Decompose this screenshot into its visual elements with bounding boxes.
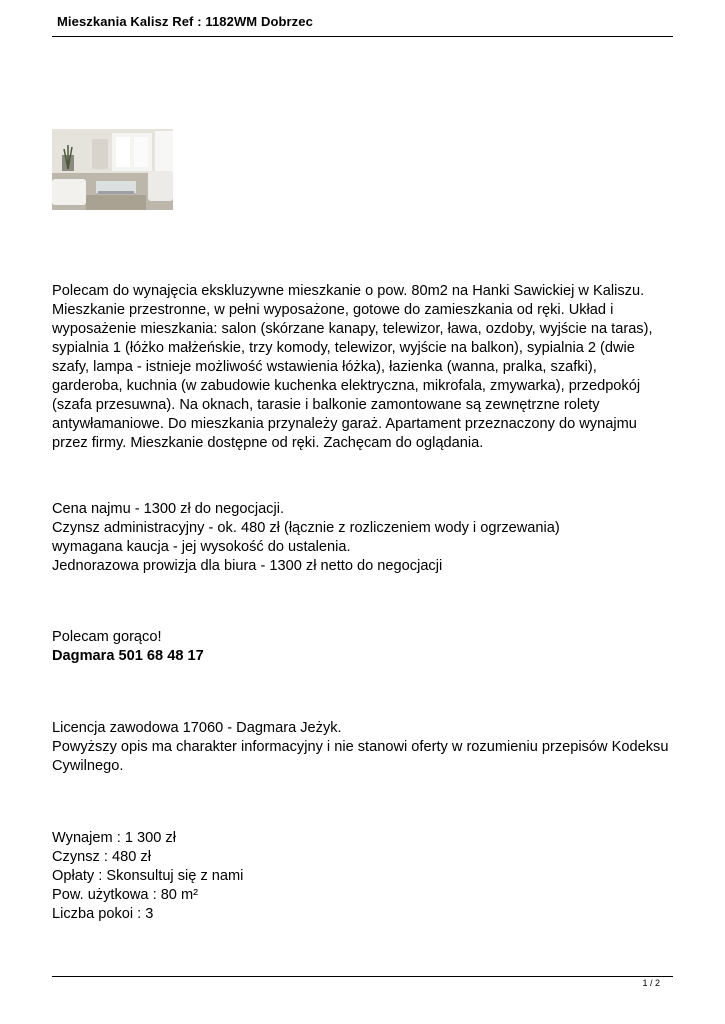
summary-list <box>52 829 672 924</box>
contact-greeting: Polecam gorąco! <box>52 629 162 645</box>
summary-rent: Wynajem : 1 300 zł <box>52 830 176 846</box>
description-line: garderoba, kuchnia (w zabudowie kuchenka elektryczna, mikrofala, zmywarka), przedpokój <box>52 378 641 394</box>
pricing-line: Czynsz administracyjny - ok. 480 zł (łącznie z rozliczeniem wody i ogrzewania) <box>52 520 560 536</box>
contact-paragraph <box>52 628 672 666</box>
description-line: antywłamaniowe. Do mieszkania przynależy garaż. Apartament przeznaczony do wynajmu <box>52 416 637 432</box>
summary-area: Pow. użytkowa : 80 m² <box>52 887 198 903</box>
description-line: przez firmy. Mieszkanie dostępne od ręki. Zachęcam do oglądania. <box>52 435 484 451</box>
pricing-paragraph <box>52 500 672 576</box>
description-line: szafy, lampa - istnieje możliwość wstawienia łóżka), łazienka (wanna, pralka, szafki), <box>52 359 597 375</box>
license-line: Licencja zawodowa 17060 - Dagmara Jeżyk. <box>52 720 342 736</box>
description-line: Mieszkanie przestronne, w pełni wyposażone, gotowe do zamieszkania od ręki. Układ i <box>52 302 614 318</box>
footer-divider <box>52 976 673 977</box>
document-title: Mieszkania Kalisz Ref : 1182WM Dobrzec <box>57 14 313 29</box>
description-line: wyposażenie mieszkania: salon (skórzane kanapy, telewizor, ława, ozdoby, wyjście na taras), <box>52 321 653 337</box>
apartment-photo <box>52 129 173 210</box>
header-divider <box>52 36 673 37</box>
page-number: 1 / 2 <box>642 978 660 988</box>
description-paragraph <box>52 282 672 453</box>
license-paragraph <box>52 719 672 776</box>
agent-phone: Dagmara 501 68 48 17 <box>52 648 204 664</box>
summary-fee: Czynsz : 480 zł <box>52 849 151 865</box>
pricing-line: Jednorazowa prowizja dla biura - 1300 zł netto do negocjacji <box>52 558 443 574</box>
description-line: (szafa przesuwna). Na oknach, tarasie i balkonie zamontowane są zewnętrzne rolety <box>52 397 600 413</box>
description-line: sypialnia 1 (łóżko małżeńskie, trzy komody, telewizor, wyjście na balkon), sypialnia 2 (dwie <box>52 340 635 356</box>
pricing-line: wymagana kaucja - jej wysokość do ustalenia. <box>52 539 351 555</box>
description-line: Polecam do wynajęcia ekskluzywne mieszkanie o pow. 80m2 na Hanki Sawickiej w Kaliszu. <box>52 283 645 299</box>
summary-rooms: Liczba pokoi : 3 <box>52 906 154 922</box>
license-line: Powyższy opis ma charakter informacyjny i nie stanowi oferty w rozumieniu przepisów Kodeksu <box>52 739 669 755</box>
license-line: Cywilnego. <box>52 758 124 774</box>
pricing-line: Cena najmu - 1300 zł do negocjacji. <box>52 501 285 517</box>
summary-charges: Opłaty : Skonsultuj się z nami <box>52 868 244 884</box>
